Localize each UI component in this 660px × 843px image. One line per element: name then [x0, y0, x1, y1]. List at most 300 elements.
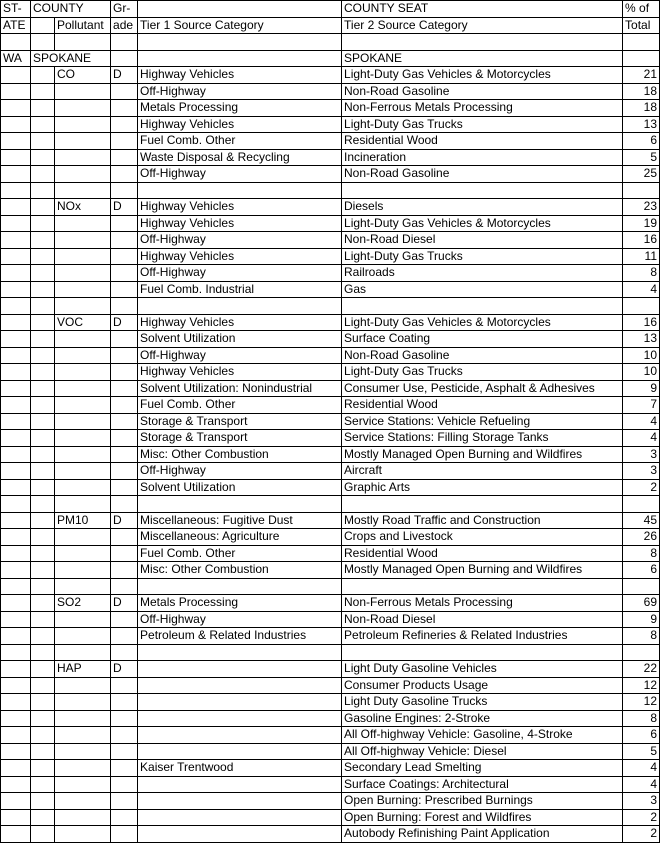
- tier2-category-cell: Open Burning: Prescribed Burnings: [342, 793, 623, 810]
- tier1-category-cell: Highway Vehicles: [138, 364, 342, 381]
- tier2-category-cell: Aircraft: [342, 463, 623, 480]
- spacer-row: [1, 182, 660, 199]
- tier2-category-cell: Open Burning: Forest and Wildfires: [342, 809, 623, 826]
- spacer-row: [1, 644, 660, 661]
- pollutant-cell: [55, 331, 111, 348]
- county-cell: [31, 446, 55, 463]
- spacer-row: [1, 578, 660, 595]
- pollutant-cell: [55, 809, 111, 826]
- table-row: [1, 727, 660, 744]
- percent-total-cell: 4: [623, 281, 660, 298]
- grade-cell: [111, 611, 138, 628]
- table-row: [1, 760, 660, 777]
- table-row: [1, 512, 660, 529]
- pollutant-cell: VOC: [55, 314, 111, 331]
- tier2-category-cell: Autobody Refinishing Paint Application: [342, 826, 623, 843]
- county-cell: [31, 463, 55, 480]
- tier2-category-cell: Petroleum Refineries & Related Industries: [342, 628, 623, 645]
- state-cell: [1, 826, 31, 843]
- table-row: [1, 677, 660, 694]
- tier1-category-cell: Solvent Utilization: [138, 479, 342, 496]
- tier2-category-cell: Gasoline Engines: 2-Stroke: [342, 710, 623, 727]
- pollutant-cell: [55, 677, 111, 694]
- header-row-2: [1, 17, 660, 34]
- pollutant-cell: [55, 644, 111, 661]
- tier2-category-cell: [342, 578, 623, 595]
- grade-cell: [111, 265, 138, 282]
- county-cell: [31, 83, 55, 100]
- county-cell: [31, 347, 55, 364]
- county-cell: [31, 281, 55, 298]
- grade-cell: [111, 397, 138, 414]
- pollutant-cell: [55, 826, 111, 843]
- table-row: [1, 149, 660, 166]
- table-row: [1, 281, 660, 298]
- pollutant-cell: [55, 793, 111, 810]
- tier1-category-cell: [138, 182, 342, 199]
- county-cell: [31, 694, 55, 711]
- tier1-category-cell: Off-Highway: [138, 463, 342, 480]
- state-cell: [1, 743, 31, 760]
- tier1-category-cell: [138, 727, 342, 744]
- pollutant-cell: [55, 529, 111, 546]
- tier2-category-cell: Mostly Road Traffic and Construction: [342, 512, 623, 529]
- tier2-category-cell: All Off-highway Vehicle: Gasoline, 4-Stroke: [342, 727, 623, 744]
- percent-total-cell: 4: [623, 776, 660, 793]
- pollutant-cell: SO2: [55, 595, 111, 612]
- percent-total-cell: 10: [623, 347, 660, 364]
- tier1-category-cell: [138, 743, 342, 760]
- state-cell: [1, 413, 31, 430]
- state-cell: [1, 446, 31, 463]
- percent-total-cell: 18: [623, 100, 660, 117]
- state-cell: [1, 298, 31, 315]
- pollutant-cell: [55, 166, 111, 183]
- percent-total-cell: 3: [623, 793, 660, 810]
- header-cell: Tier 1 Source Category: [138, 17, 342, 34]
- tier1-category-cell: Highway Vehicles: [138, 67, 342, 84]
- tier1-category-cell: Off-Highway: [138, 347, 342, 364]
- grade-cell: [111, 149, 138, 166]
- tier2-category-cell: Light Duty Gasoline Vehicles: [342, 661, 623, 678]
- tier1-category-cell: Highway Vehicles: [138, 215, 342, 232]
- pollutant-cell: [55, 347, 111, 364]
- header-cell: Tier 2 Source Category: [342, 17, 623, 34]
- county-cell: [31, 116, 55, 133]
- county-cell: [31, 199, 55, 216]
- tier2-category-cell: Consumer Products Usage: [342, 677, 623, 694]
- pollutant-cell: [55, 743, 111, 760]
- grade-cell: [111, 529, 138, 546]
- state-cell: [1, 479, 31, 496]
- grade-cell: [111, 562, 138, 579]
- state-cell: [1, 232, 31, 249]
- grade-cell: [111, 446, 138, 463]
- tier1-category-cell: Petroleum & Related Industries: [138, 628, 342, 645]
- spacer-row: [1, 298, 660, 315]
- state-cell: [1, 67, 31, 84]
- state-cell: [1, 727, 31, 744]
- table-row: [1, 809, 660, 826]
- county-cell: [31, 248, 55, 265]
- table-row: [1, 413, 660, 430]
- tier1-category-cell: [138, 677, 342, 694]
- grade-cell: [111, 578, 138, 595]
- table-row: [1, 710, 660, 727]
- state-cell: [1, 677, 31, 694]
- tier1-category-cell: Metals Processing: [138, 595, 342, 612]
- table-row: [1, 347, 660, 364]
- tier1-category-cell: Solvent Utilization: [138, 331, 342, 348]
- tier1-category-cell: Off-Highway: [138, 232, 342, 249]
- header-row-1: [1, 1, 660, 18]
- header-cell: [138, 1, 342, 18]
- tier2-category-cell: Light-Duty Gas Trucks: [342, 116, 623, 133]
- table-row: [1, 430, 660, 447]
- table-row: [1, 67, 660, 84]
- tier2-category-cell: Non-Ferrous Metals Processing: [342, 595, 623, 612]
- percent-total-cell: 10: [623, 364, 660, 381]
- percent-total-cell: 6: [623, 133, 660, 150]
- state-cell: [1, 512, 31, 529]
- percent-total-cell: 23: [623, 199, 660, 216]
- tier1-category-cell: [138, 809, 342, 826]
- tier2-category-cell: Light-Duty Gas Trucks: [342, 364, 623, 381]
- county-cell: [31, 149, 55, 166]
- pollutant-cell: [55, 397, 111, 414]
- table-row: [1, 265, 660, 282]
- county-cell: [31, 545, 55, 562]
- tier1-category-cell: Highway Vehicles: [138, 116, 342, 133]
- state-cell: [1, 199, 31, 216]
- pollutant-cell: [55, 496, 111, 513]
- tier2-category-cell: Residential Wood: [342, 545, 623, 562]
- header-cell: [31, 17, 55, 34]
- tier2-category-cell: Graphic Arts: [342, 479, 623, 496]
- table-row: [1, 595, 660, 612]
- state-cell: [1, 397, 31, 414]
- state-cell: [1, 578, 31, 595]
- grade-cell: [111, 232, 138, 249]
- state-cell: [1, 760, 31, 777]
- grade-cell: [111, 331, 138, 348]
- state-cell: [1, 100, 31, 117]
- pollutant-cell: [55, 265, 111, 282]
- state-cell: [1, 628, 31, 645]
- pollutant-cell: [55, 694, 111, 711]
- percent-total-cell: 8: [623, 265, 660, 282]
- grade-cell: [111, 776, 138, 793]
- tier2-category-cell: Consumer Use, Pesticide, Asphalt & Adhesives: [342, 380, 623, 397]
- percent-total-cell: 26: [623, 529, 660, 546]
- grade-cell: [111, 677, 138, 694]
- percent-total-cell: 21: [623, 67, 660, 84]
- percent-total-cell: 18: [623, 83, 660, 100]
- tier1-category-cell: [138, 694, 342, 711]
- header-cell: Total: [623, 17, 660, 34]
- tier2-category-cell: Light-Duty Gas Vehicles & Motorcycles: [342, 67, 623, 84]
- tier1-category-cell: Off-Highway: [138, 83, 342, 100]
- pollutant-cell: [55, 182, 111, 199]
- state-cell: [1, 331, 31, 348]
- percent-total-cell: 2: [623, 479, 660, 496]
- state-cell: [1, 347, 31, 364]
- percent-total-cell: 2: [623, 809, 660, 826]
- grade-cell: [111, 100, 138, 117]
- table-row: [1, 446, 660, 463]
- percent-total-cell: 16: [623, 314, 660, 331]
- pollutant-cell: [55, 116, 111, 133]
- county-cell: [31, 413, 55, 430]
- tier1-category-cell: Fuel Comb. Other: [138, 133, 342, 150]
- county-cell: [31, 364, 55, 381]
- tier1-category-cell: [138, 644, 342, 661]
- county-cell: [31, 100, 55, 117]
- table-row: [1, 826, 660, 843]
- tier1-category-cell: Waste Disposal & Recycling: [138, 149, 342, 166]
- state-cell: [1, 149, 31, 166]
- county-cell: [31, 133, 55, 150]
- grade-cell: [111, 628, 138, 645]
- state-cell: [1, 182, 31, 199]
- tier1-category-cell: Kaiser Trentwood: [138, 760, 342, 777]
- grade-cell: [111, 694, 138, 711]
- county-cell: [31, 529, 55, 546]
- table-row: [1, 314, 660, 331]
- grade-cell: [111, 793, 138, 810]
- table-row: [1, 529, 660, 546]
- table-row: [1, 479, 660, 496]
- header-cell: ATE: [1, 17, 31, 34]
- table-row: [1, 232, 660, 249]
- tier2-category-cell: Residential Wood: [342, 397, 623, 414]
- grade-cell: [111, 430, 138, 447]
- state-cell: [1, 364, 31, 381]
- percent-total-cell: 13: [623, 331, 660, 348]
- percent-total-cell: [623, 298, 660, 315]
- county-cell: [31, 215, 55, 232]
- grade-cell: [111, 347, 138, 364]
- percent-total-cell: 4: [623, 760, 660, 777]
- pollutant-cell: [55, 413, 111, 430]
- tier2-category-cell: Non-Road Diesel: [342, 611, 623, 628]
- state-cell: [1, 545, 31, 562]
- percent-total-cell: 2: [623, 826, 660, 843]
- percent-total-cell: 22: [623, 661, 660, 678]
- tier1-category-cell: [138, 826, 342, 843]
- state-cell: [1, 463, 31, 480]
- county-cell: [31, 710, 55, 727]
- tier1-category-cell: Miscellaneous: Agriculture: [138, 529, 342, 546]
- state-cell: [1, 281, 31, 298]
- table-row: [1, 562, 660, 579]
- grade-cell: [111, 182, 138, 199]
- pollutant-cell: [55, 281, 111, 298]
- grade-cell: [111, 248, 138, 265]
- state-cell: [1, 793, 31, 810]
- county-cell: [31, 793, 55, 810]
- state-cell: [1, 562, 31, 579]
- state-cell: [1, 644, 31, 661]
- header-cell: COUNTY SEAT: [342, 1, 623, 18]
- table-row: [1, 463, 660, 480]
- header-cell: % of: [623, 1, 660, 18]
- header-cell: COUNTY: [31, 1, 111, 18]
- tier1-category-cell: Storage & Transport: [138, 430, 342, 447]
- pollutant-cell: [55, 479, 111, 496]
- table-row: [1, 545, 660, 562]
- county-cell: [31, 727, 55, 744]
- percent-total-cell: 11: [623, 248, 660, 265]
- pollutant-cell: [55, 133, 111, 150]
- county-cell: [31, 661, 55, 678]
- pollutant-cell: [55, 776, 111, 793]
- county-cell: [31, 314, 55, 331]
- pollutant-cell: [55, 430, 111, 447]
- table-row: [1, 248, 660, 265]
- grade-cell: [111, 710, 138, 727]
- location-row: [1, 50, 660, 67]
- county-cell: [31, 776, 55, 793]
- pollutant-cell: [55, 380, 111, 397]
- table-row: [1, 100, 660, 117]
- percent-total-cell: 8: [623, 628, 660, 645]
- table-row: [1, 166, 660, 183]
- tier2-category-cell: Crops and Livestock: [342, 529, 623, 546]
- grade-cell: [111, 83, 138, 100]
- percent-total-cell: [623, 578, 660, 595]
- tier1-category-cell: Highway Vehicles: [138, 248, 342, 265]
- pollutant-cell: CO: [55, 67, 111, 84]
- tier1-category-cell: Fuel Comb. Other: [138, 397, 342, 414]
- state-cell: [1, 133, 31, 150]
- pollutant-cell: [55, 611, 111, 628]
- state-cell: [1, 694, 31, 711]
- percent-total-cell: 9: [623, 380, 660, 397]
- state-cell: [1, 611, 31, 628]
- grade-cell: [111, 479, 138, 496]
- tier1-category-cell: [138, 661, 342, 678]
- county-seat-cell: SPOKANE: [342, 50, 623, 67]
- county-cell: [31, 578, 55, 595]
- tier2-category-cell: All Off-highway Vehicle: Diesel: [342, 743, 623, 760]
- grade-cell: [111, 364, 138, 381]
- tier2-category-cell: Non-Road Gasoline: [342, 347, 623, 364]
- pollutant-cell: [55, 710, 111, 727]
- county-cell: [31, 430, 55, 447]
- tier2-category-cell: Service Stations: Filling Storage Tanks: [342, 430, 623, 447]
- grade-cell: D: [111, 199, 138, 216]
- percent-total-cell: [623, 182, 660, 199]
- percent-total-cell: 16: [623, 232, 660, 249]
- grade-cell: [111, 644, 138, 661]
- tier2-category-cell: [342, 644, 623, 661]
- tier2-category-cell: Gas: [342, 281, 623, 298]
- percent-total-cell: 8: [623, 545, 660, 562]
- percent-total-cell: 13: [623, 116, 660, 133]
- county-cell: [31, 512, 55, 529]
- county-cell: [31, 496, 55, 513]
- table-row: [1, 793, 660, 810]
- table-row: [1, 380, 660, 397]
- spacer-row: [1, 496, 660, 513]
- county-cell: [31, 628, 55, 645]
- pollutant-cell: HAP: [55, 661, 111, 678]
- grade-cell: [111, 298, 138, 315]
- percent-total-cell: 69: [623, 595, 660, 612]
- table-row: [1, 215, 660, 232]
- grade-cell: [111, 545, 138, 562]
- tier2-category-cell: Mostly Managed Open Burning and Wildfires: [342, 562, 623, 579]
- tier1-category-cell: [138, 496, 342, 513]
- state-cell: [1, 430, 31, 447]
- header-cell: ST-: [1, 1, 31, 18]
- percent-total-cell: 5: [623, 149, 660, 166]
- pollutant-cell: [55, 215, 111, 232]
- percent-total-cell: 12: [623, 677, 660, 694]
- pollutant-cell: [55, 298, 111, 315]
- tier1-category-cell: Highway Vehicles: [138, 199, 342, 216]
- grade-cell: D: [111, 67, 138, 84]
- county-cell: SPOKANE: [31, 50, 111, 67]
- tier2-category-cell: Diesels: [342, 199, 623, 216]
- header-cell: Gr-: [111, 1, 138, 18]
- state-cell: [1, 265, 31, 282]
- pollutant-cell: [55, 248, 111, 265]
- tier1-category-cell: Miscellaneous: Fugitive Dust: [138, 512, 342, 529]
- pollutant-cell: [55, 232, 111, 249]
- state-cell: [1, 529, 31, 546]
- tier1-category-cell: [138, 793, 342, 810]
- county-cell: [31, 562, 55, 579]
- pollutant-cell: [55, 628, 111, 645]
- header-cell: ade: [111, 17, 138, 34]
- county-cell: [31, 331, 55, 348]
- percent-total-cell: 4: [623, 413, 660, 430]
- grade-cell: [111, 166, 138, 183]
- tier2-category-cell: Surface Coatings: Architectural: [342, 776, 623, 793]
- percent-total-cell: 3: [623, 463, 660, 480]
- county-cell: [31, 67, 55, 84]
- tier1-category-cell: [138, 710, 342, 727]
- tier1-category-cell: [138, 298, 342, 315]
- pollutant-cell: [55, 562, 111, 579]
- table-row: [1, 364, 660, 381]
- county-cell: [31, 611, 55, 628]
- pollutant-cell: [55, 545, 111, 562]
- percent-total-cell: 25: [623, 166, 660, 183]
- grade-cell: [111, 760, 138, 777]
- grade-cell: D: [111, 512, 138, 529]
- county-cell: [31, 760, 55, 777]
- pollutant-cell: [55, 83, 111, 100]
- percent-total-cell: [623, 644, 660, 661]
- state-cell: WA: [1, 50, 31, 67]
- tier2-category-cell: [342, 182, 623, 199]
- tier1-category-cell: Fuel Comb. Industrial: [138, 281, 342, 298]
- county-cell: [31, 743, 55, 760]
- county-cell: [31, 677, 55, 694]
- pollutant-cell: [55, 463, 111, 480]
- grade-cell: [111, 215, 138, 232]
- table-row: [1, 116, 660, 133]
- tier1-category-cell: Fuel Comb. Other: [138, 545, 342, 562]
- state-cell: [1, 776, 31, 793]
- table-row: [1, 83, 660, 100]
- pollutant-cell: [55, 100, 111, 117]
- grade-cell: [111, 743, 138, 760]
- tier2-category-cell: [342, 496, 623, 513]
